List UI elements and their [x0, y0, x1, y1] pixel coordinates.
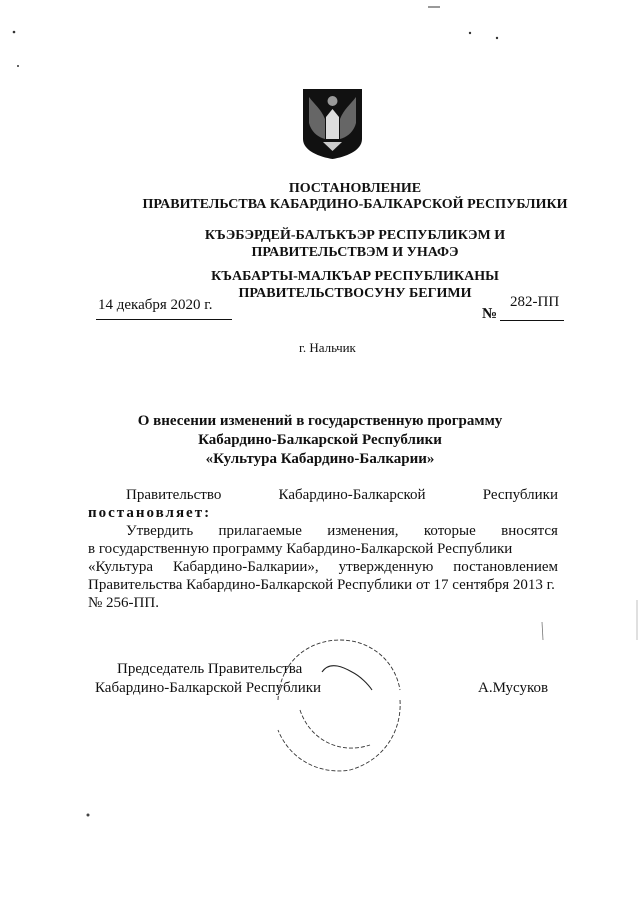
- date-underline: [96, 319, 232, 320]
- body-word: «Культура: [88, 559, 153, 575]
- body-word: Кабардино-Балкарской: [278, 487, 426, 503]
- body-word: Кабардино-Балкарии»,: [173, 559, 319, 575]
- body-word: Республики: [482, 487, 558, 503]
- body-word: Правительство: [126, 487, 222, 503]
- city-name: г. Нальчик: [299, 340, 356, 355]
- body-line: Правительства Кабардино-Балкарской Республики от 17 сентября 2013 г.: [88, 577, 555, 593]
- signatory-title-line-1: Председатель Правительства: [117, 661, 303, 677]
- body-word: утвержденную: [338, 559, 434, 575]
- body-word: изменения,: [327, 523, 399, 539]
- body-word: прилагаемые: [218, 523, 302, 539]
- doc-type-title: ПОСТАНОВЛЕНИЕ: [288, 181, 422, 196]
- body-line: в государственную программу Кабардино-Балкарской Республики: [88, 541, 513, 557]
- subject-line-3: «Культура Кабардино-Балкарии»: [205, 451, 435, 467]
- handwritten-signature: [322, 666, 372, 690]
- document-date: 14 декабря 2020 г.: [98, 297, 213, 313]
- document-subject: [130, 412, 510, 469]
- official-seal-outline: [278, 640, 400, 771]
- government-title-kabardian: КЪЭБЭРДЕЙ-БАЛЪКЪЭР РЕСПУБЛИКЭМ И ПРАВИТЕЛЬСТВЭМ И УНАФЭ: [204, 228, 506, 260]
- government-title-ru: ПРАВИТЕЛЬСТВА КАБАРДИНО-БАЛКАРСКОЙ РЕСПУБЛИКИ: [142, 197, 568, 212]
- body-word: Утвердить: [126, 523, 194, 539]
- body-word: вносятся: [501, 523, 558, 539]
- signatory-name: А.Мусуков: [478, 680, 549, 696]
- government-title-balkar: КЪАБАРТЫ-МАЛКЪАР РЕСПУБЛИКАНЫ ПРАВИТЕЛЬСТВОСУНУ БЕГИМИ: [211, 269, 499, 301]
- body-line: № 256-ПП.: [88, 595, 159, 611]
- body-word: постановлением: [453, 559, 558, 575]
- signatory-title-line-2: Кабардино-Балкарской Республики: [95, 680, 322, 696]
- subject-line-1: О внесении изменений в государственную программу: [137, 413, 503, 429]
- number-sign: №: [482, 306, 498, 322]
- number-underline: [500, 320, 564, 321]
- decree-word: постановляет:: [88, 505, 212, 521]
- coat-of-arms-icon: [301, 87, 364, 160]
- document-number: 282-ПП: [510, 294, 560, 310]
- body-paragraph-1: [88, 486, 558, 612]
- subject-line-2: Кабардино-Балкарской Республики: [198, 432, 442, 448]
- body-word: которые: [423, 523, 476, 539]
